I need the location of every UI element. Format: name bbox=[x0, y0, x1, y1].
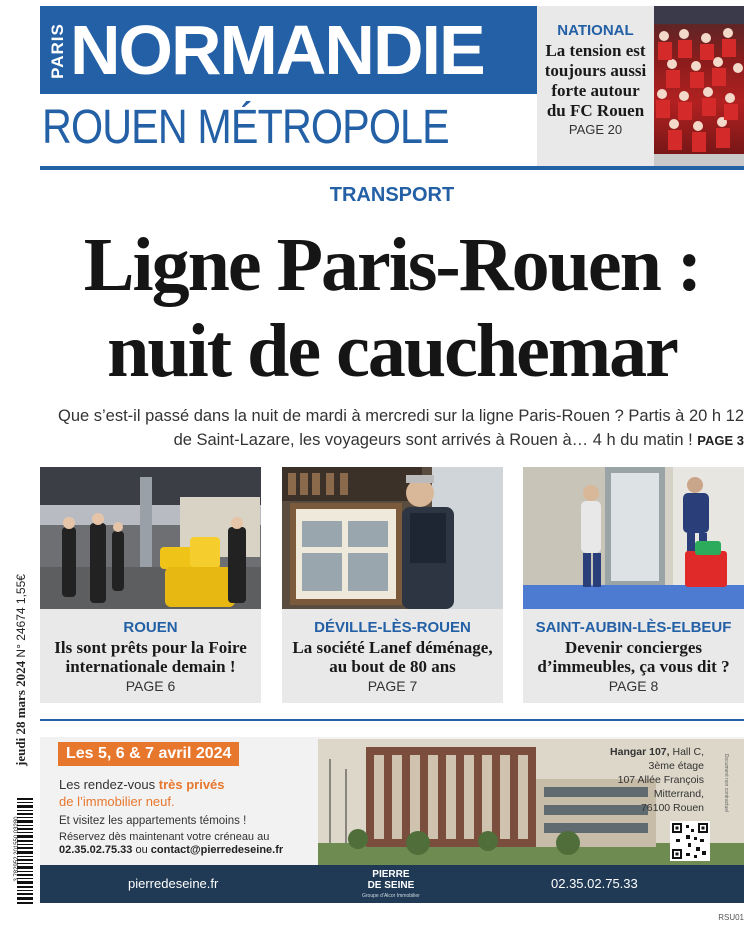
lead-headline-line2: nuit de cauchemar bbox=[107, 309, 677, 393]
story-photo-concierges bbox=[523, 467, 744, 609]
lead-headline-line1: Ligne Paris-Rouen : bbox=[83, 223, 701, 307]
ad-phone[interactable]: 02.35.02.75.33 bbox=[551, 876, 638, 891]
issue-number: N° 24674 1,55€ bbox=[14, 574, 28, 658]
barcode bbox=[7, 796, 33, 906]
story-text: Ils sont prêts pour la Foire internationale demain ! bbox=[54, 638, 247, 676]
teaser-text: La tension est toujours aussi forte autour du FC Rouen bbox=[544, 41, 647, 120]
ad-email-link[interactable]: contact@pierredeseine.fr bbox=[150, 844, 284, 856]
lead-standfirst-text: Que s’est-il passé dans la nuit de mardi à mercredi sur la ligne Paris-Rouen ? Partis à 20 h 12 de Saint-Lazare, les voyageurs sont arrivés à Rouen à… 4 h du matin ! bbox=[57, 407, 744, 449]
story-card-saint-aubin[interactable] bbox=[523, 467, 744, 703]
story-page: PAGE 8 bbox=[608, 678, 659, 694]
lead-headline[interactable] bbox=[40, 222, 744, 394]
story-photo-lanef bbox=[282, 467, 503, 609]
teaser-photo-fans bbox=[654, 6, 744, 166]
lead-standfirst bbox=[40, 404, 744, 453]
teaser-page: PAGE 20 bbox=[568, 122, 623, 137]
pierre-de-seine-logo: PIERRE DE SEINE Groupe d’Alcor Immobilier bbox=[362, 869, 420, 899]
story-photo-foire bbox=[40, 467, 261, 609]
ad-website-link[interactable]: pierredeseine.fr bbox=[128, 876, 219, 891]
footer-code: RSU01 bbox=[718, 913, 744, 922]
issue-date: jeudi 28 mars 2024 bbox=[13, 660, 28, 766]
advertisement[interactable] bbox=[40, 737, 744, 903]
masthead bbox=[40, 6, 537, 94]
story-card-rouen[interactable] bbox=[40, 467, 261, 703]
story-page: PAGE 7 bbox=[367, 678, 418, 694]
masthead-rule bbox=[40, 166, 744, 170]
masthead-title: NORMANDIE bbox=[70, 11, 484, 89]
masthead-prefix: PARIS bbox=[48, 23, 67, 79]
ad-line1: Les rendez-vous très privés bbox=[59, 777, 225, 792]
story-page: PAGE 6 bbox=[125, 678, 176, 694]
teaser-label: NATIONAL bbox=[557, 22, 634, 39]
ad-side-note: Document non contractuel bbox=[723, 753, 729, 813]
lead-kicker: TRANSPORT bbox=[329, 184, 455, 206]
barcode-text: 3 782952 201550 03280 bbox=[14, 816, 20, 882]
qr-code[interactable] bbox=[670, 821, 710, 861]
story-text: La société Lanef déménage, au bout de 80 ans bbox=[292, 638, 493, 676]
story-text: Devenir concierges d’immeubles, ça vous dit ? bbox=[537, 638, 730, 676]
ad-line3: Et visitez les appartements témoins ! bbox=[59, 815, 247, 827]
ad-photo-building bbox=[318, 739, 744, 865]
section-rule bbox=[40, 719, 744, 721]
ad-footer-bar bbox=[40, 865, 744, 903]
ad-contact: 02.35.02.75.33 ou contact@pierredeseine.fr bbox=[59, 844, 284, 856]
story-label: ROUEN bbox=[123, 619, 178, 636]
issue-info bbox=[9, 560, 33, 780]
ad-line2: de l’immobilier neuf. bbox=[59, 794, 175, 809]
ad-dates: Les 5, 6 & 7 avril 2024 bbox=[58, 742, 239, 766]
ad-line4: Réservez dès maintenant votre créneau au bbox=[59, 831, 270, 843]
story-card-deville[interactable] bbox=[282, 467, 503, 703]
edition-title: ROUEN MÉTROPOLE bbox=[42, 101, 449, 154]
top-teaser[interactable] bbox=[537, 6, 654, 166]
story-label: SAINT-AUBIN-LÈS-ELBEUF bbox=[535, 619, 732, 636]
story-label: DÉVILLE-LÈS-ROUEN bbox=[314, 619, 471, 636]
lead-page: PAGE 3 bbox=[697, 433, 744, 448]
ad-address: Hangar 107, Hall C, 3ème étage 107 Allée François Mitterrand, 76100 Rouen bbox=[610, 746, 704, 814]
